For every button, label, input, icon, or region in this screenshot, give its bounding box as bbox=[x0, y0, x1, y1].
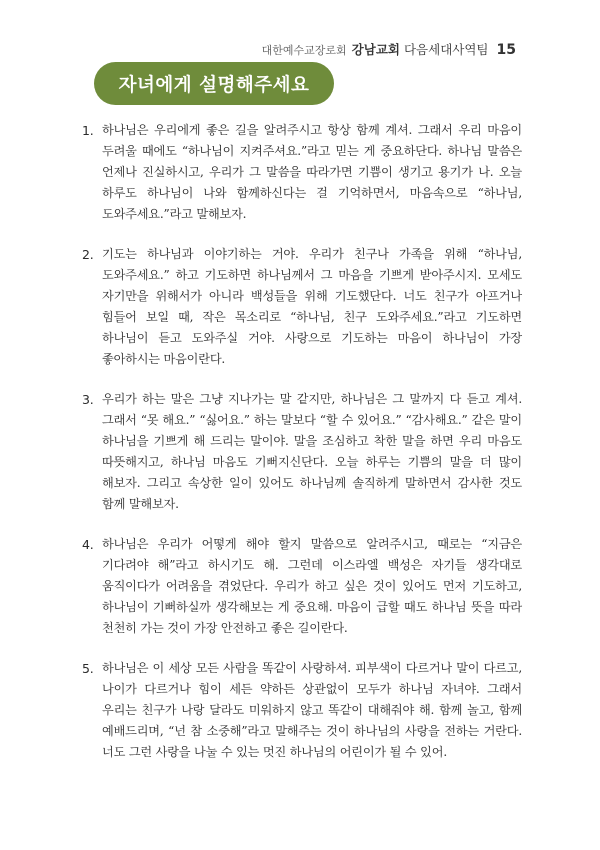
item-number: 2. bbox=[82, 247, 94, 262]
page-title: 자녀에게 설명해주세요 bbox=[118, 74, 310, 96]
running-header bbox=[262, 40, 516, 58]
list-item bbox=[82, 120, 522, 225]
explanation-list bbox=[82, 120, 522, 782]
header-church: 강남교회 bbox=[351, 42, 400, 57]
item-text: 기도는 하나님과 이야기하는 거야. 우리가 친구나 가족을 위해 “하나님, 도와주세요.” 하고 기도하면 하나님께서 그 마음을 기쁘게 받아주시지. 모세도 자기만을 위해서가 아니라 백성들을 위해 기도했단다. 너도 친구가 아프거나 힘들어 보일 때, 작은 목소리로 “하나님, 친구 도와주세요.”라고 기도하면 하나님이 듣고 도와주실 거야. 사랑으로 기도하는 마음이 하나님이 가장 좋아하시는 마음이란다. bbox=[102, 247, 522, 366]
item-number: 1. bbox=[82, 123, 94, 138]
header-organization: 대한예수교장로회 bbox=[261, 44, 347, 57]
header-team: 다음세대사역팀 bbox=[403, 42, 489, 57]
item-number: 4. bbox=[82, 537, 94, 552]
list-item bbox=[82, 244, 522, 370]
page-number: 15 bbox=[496, 42, 516, 58]
list-item bbox=[82, 389, 522, 515]
list-item bbox=[82, 658, 522, 763]
item-text: 하나님은 우리에게 좋은 길을 알려주시고 항상 함께 계셔. 그래서 우리 마음이 두려울 때에도 “하나님이 지켜주셔요.”라고 믿는 게 중요하단다. 하나님 말씀은 언제나 진실하시고, 우리가 그 말씀을 따라가면 기쁨이 생기고 용기가 나. 오늘 하루도 하나님이 나와 함께하신다는 걸 기억하면서, 마음속으로 “하나님, 도와주세요.”라고 말해보자. bbox=[102, 123, 522, 221]
list-item bbox=[82, 534, 522, 639]
item-text: 우리가 하는 말은 그냥 지나가는 말 같지만, 하나님은 그 말까지 다 듣고 계셔. 그래서 “못 해요.” “싫어요.” 하는 말보다 “할 수 있어요.” “감사해요.” 같은 말이 하나님을 기쁘게 해 드리는 말이야. 말을 조심하고 착한 말을 하면 우리 마음도 따뜻해지고, 하나님 마음도 기뻐지신단다. 오늘 하루는 기쁨의 말을 더 많이 해보자. 그리고 속상한 일이 있어도 하나님께 솔직하게 말하면서 감사한 것도 함께 말해보자. bbox=[102, 392, 522, 511]
item-text: 하나님은 이 세상 모든 사람을 똑같이 사랑하셔. 피부색이 다르거나 말이 다르고, 나이가 다르거나 힘이 세든 약하든 상관없이 모두가 하나님 자녀야. 그래서 우리는 친구가 나랑 달라도 미워하지 않고 똑같이 대해줘야 해. 함께 놀고, 함께 예배드리며, “넌 참 소중해”라고 말해주는 것이 하나님의 사랑을 전하는 거란다. 너도 그런 사랑을 나눌 수 있는 멋진 하나님의 어린이가 될 수 있어. bbox=[102, 661, 522, 759]
item-number: 5. bbox=[82, 661, 94, 676]
item-text: 하나님은 우리가 어떻게 해야 할지 말씀으로 알려주시고, 때로는 “지금은 기다려야 해”라고 하시기도 해. 그런데 이스라엘 백성은 자기들 생각대로 움직이다가 어려움을 겪었단다. 우리가 하고 싶은 것이 있어도 먼저 기도하고, 하나님이 기뻐하실까 생각해보는 게 중요해. 마음이 급할 때도 하나님 뜻을 따라 천천히 가는 것이 가장 안전하고 좋은 길이란다. bbox=[102, 537, 522, 635]
title-banner bbox=[94, 62, 334, 105]
item-number: 3. bbox=[82, 392, 94, 407]
